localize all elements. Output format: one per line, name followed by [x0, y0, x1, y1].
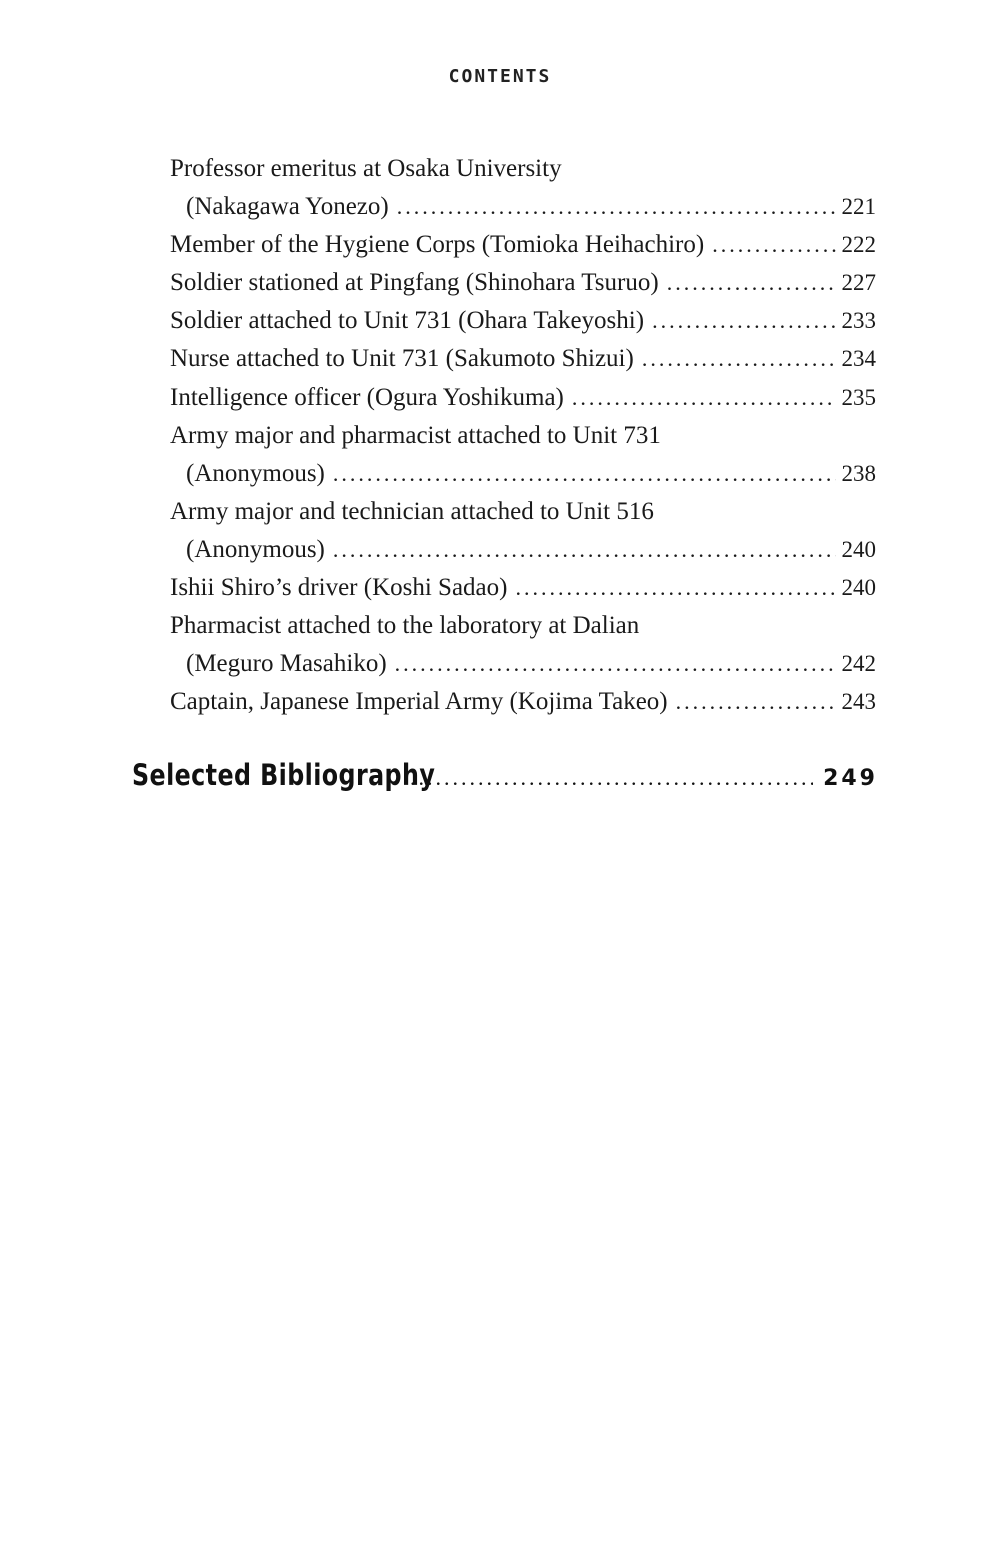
toc-entry-text: Ishii Shiro’s driver (Koshi Sadao): [170, 574, 508, 602]
dot-leader: [410, 765, 813, 791]
toc-entry-title-line[interactable]: Army major and pharmacist attached to Unit 731: [170, 421, 661, 449]
toc-entry-text: Intelligence officer (Ogura Yoshikuma): [170, 383, 564, 411]
toc-entry[interactable]: [170, 569, 876, 607]
toc-page-number: 227: [841, 270, 876, 296]
toc-entry[interactable]: [170, 683, 876, 721]
toc-entry-text: Soldier stationed at Pingfang (Shinohara Tsuruo): [170, 269, 659, 297]
bibliography-entry[interactable]: [132, 758, 878, 792]
toc-entry-text: Soldier attached to Unit 731 (Ohara Takeyoshi): [170, 307, 645, 335]
toc-page-number: 240: [841, 575, 876, 601]
dot-leader: [712, 226, 835, 264]
toc-page-number: 242: [841, 651, 876, 677]
toc-entry-title-line[interactable]: Professor emeritus at Osaka University: [170, 155, 562, 182]
toc-page-number: 238: [841, 460, 876, 486]
dot-leader: [652, 302, 835, 340]
dot-leader: [395, 645, 836, 683]
toc-entry-text: Captain, Japanese Imperial Army (Kojima Takeo): [170, 688, 668, 716]
dot-leader: [515, 569, 835, 607]
toc-page-number: 234: [841, 346, 876, 372]
toc-entry-text: Member of the Hygiene Corps (Tomioka Heihachiro): [170, 231, 705, 259]
toc-page-number: 243: [841, 689, 876, 715]
dot-leader: [676, 683, 836, 721]
toc-page-number: 222: [841, 232, 876, 258]
toc-entry[interactable]: [170, 455, 876, 493]
dot-leader: [333, 455, 836, 493]
table-of-contents: [170, 150, 876, 721]
toc-entry[interactable]: [170, 340, 876, 378]
toc-entry-title-line[interactable]: Pharmacist attached to the laboratory at Dalian: [170, 612, 640, 640]
toc-page-number: 221: [841, 194, 876, 220]
toc-entry[interactable]: [170, 302, 876, 340]
toc-entry-title-line[interactable]: Army major and technician attached to Unit 516: [170, 497, 654, 525]
toc-entry-text: (Anonymous): [186, 459, 325, 487]
toc-entry-text: Nurse attached to Unit 731 (Sakumoto Shizui): [170, 345, 634, 373]
toc-entry-text: (Nakagawa Yonezo): [186, 193, 389, 221]
toc-page-number: 233: [841, 308, 876, 334]
toc-entry[interactable]: [170, 188, 876, 226]
dot-leader: [667, 264, 836, 302]
toc-entry[interactable]: [170, 531, 876, 569]
toc-entry[interactable]: [170, 226, 876, 264]
toc-page-number: 240: [841, 536, 876, 562]
toc-entry[interactable]: [170, 379, 876, 417]
bibliography-title: Selected Bibliography: [132, 758, 436, 792]
toc-page-number: 235: [841, 384, 876, 410]
toc-entry[interactable]: [170, 264, 876, 302]
dot-leader: [397, 188, 836, 226]
toc-entry-text: (Meguro Masahiko): [186, 650, 387, 678]
toc-entry[interactable]: [170, 645, 876, 683]
dot-leader: [572, 379, 836, 417]
toc-entry-text: (Anonymous): [186, 535, 325, 563]
running-head: CONTENTS: [448, 66, 552, 87]
bibliography-page-number: 249: [823, 766, 878, 791]
dot-leader: [642, 340, 836, 378]
dot-leader: [333, 531, 836, 569]
